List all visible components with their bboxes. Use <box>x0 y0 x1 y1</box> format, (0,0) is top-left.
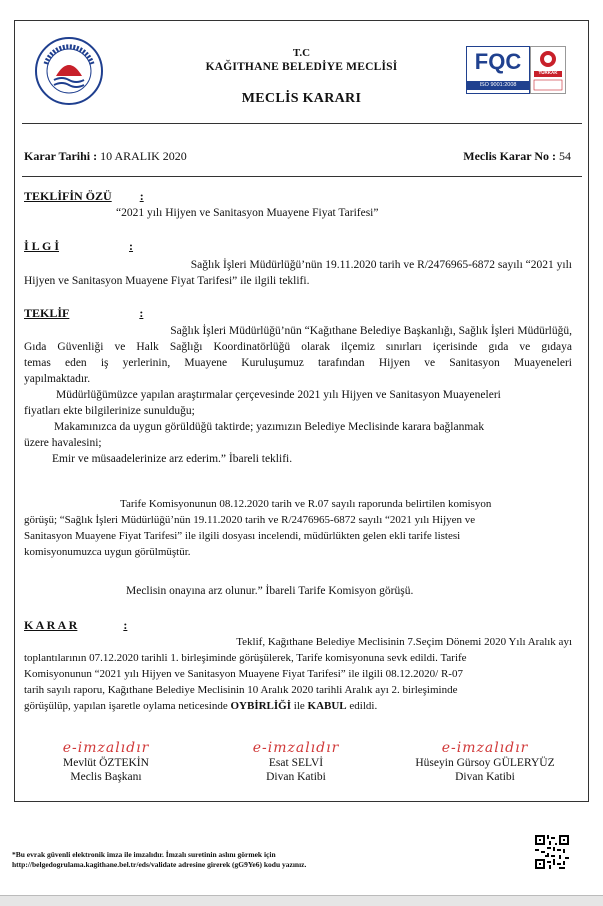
decision-number <box>463 149 571 164</box>
section-heading-ilgi <box>24 239 133 254</box>
heading-text: İ L G İ <box>24 239 60 253</box>
komisyon-closing: Meclisin onayına arz olunur.” İbareli Tarife Komisyon görüşü. <box>126 585 414 597</box>
section-heading-ozu <box>24 189 144 204</box>
e-signature-stamp: e-imzalıdır <box>252 740 340 756</box>
signatory-role: Divan Katibi <box>455 771 515 783</box>
signatory-name: Mevlüt ÖZTEKİN <box>63 757 149 769</box>
ilgi-line: Hijyen ve Sanitasyon Muayene Fiyat Tarifesi” ile ilgili teklifi. <box>24 275 310 287</box>
karar-line: tarih sayılı raporu, Kağıthane Belediye Meclisinin 10 Aralık 2020 tarihli Aralık ayı 2. birleşiminde <box>24 684 458 696</box>
turkak-logo <box>530 46 566 94</box>
teklif-line: üzere havalesini; <box>24 437 102 449</box>
karar-text: görüşülüp, yapılan işaretle oylama neticesinde <box>24 700 231 712</box>
section-heading-karar <box>24 618 127 633</box>
teklif-line: temas eden iş yerlerinin, Muayene Kuruluşumuz tarafından Hijyen ve Sanitasyon Muayeneleri <box>24 357 572 369</box>
date-label: Karar Tarihi : <box>24 149 98 163</box>
teklif-paragraph <box>24 323 572 467</box>
signatory-name: Hüseyin Gürsoy GÜLERYÜZ <box>415 757 555 769</box>
ilgi-paragraph <box>24 257 572 289</box>
signature-block-3 <box>400 740 570 784</box>
fqc-text: FQC <box>474 49 522 74</box>
ilgi-line: Sağlık İşleri Müdürlüğü’nün 19.11.2020 tarih ve R/2476965-6872 sayılı “2021 yılı <box>190 259 572 271</box>
kabul-text: KABUL <box>307 700 347 712</box>
signature-block-1 <box>46 740 166 784</box>
iso-text: ISO 9001:2008 <box>467 81 529 90</box>
section-heading-teklif <box>24 306 143 321</box>
header-divider <box>22 123 582 124</box>
date-value: 10 ARALIK 2020 <box>100 149 187 163</box>
teklif-line: Sağlık İşleri Müdürlüğü’nün “Kağıthane Belediye Başkanlığı, Sağlık İşleri Müdürlüğü, <box>170 325 572 337</box>
heading-colon: : <box>123 618 128 632</box>
karar-line <box>24 698 572 714</box>
e-signature-stamp: e-imzalıdır <box>441 740 529 756</box>
komisyon-line: komisyonumuzca uygun görülmüştür. <box>24 546 191 558</box>
signatory-role: Divan Katibi <box>266 771 326 783</box>
heading-text: K A R A R <box>24 618 78 632</box>
karar-line: Komisyonunun “2021 yılı Hijyen ve Sanitasyon Muayene Fiyat Tarifesi” ile ilgili 08.12.2020/ R-07 <box>24 668 463 680</box>
komisyon-line: görüşü; “Sağlık İşleri Müdürlüğü’nün 19.11.2020 tarih ve R/2476965-6872 sayılı “2021 yılı Hijyen ve <box>24 514 476 526</box>
fqc-logo <box>466 46 530 94</box>
karar-text: edildi. <box>346 700 378 712</box>
teklif-line: fiyatları ekte bilgilerinize sunulduğu; <box>24 405 195 417</box>
komisyon-line: Tarife Komisyonunun 08.12.2020 tarih ve R.07 sayılı raporunda belirtilen komisyon <box>120 498 492 510</box>
teklif-line: yapılmaktadır. <box>24 373 91 385</box>
komisyon-paragraph <box>24 496 572 560</box>
meta-divider <box>22 176 582 177</box>
heading-colon: : <box>139 189 144 203</box>
verification-footer <box>12 850 306 870</box>
qr-code-icon <box>535 835 569 869</box>
teklif-line: Müdürlüğümüzce yapılan araştırmalar çerçevesinde 2021 yılı Hijyen ve Sanitasyon Muayeneleri <box>56 389 501 401</box>
komisyon-line: Sanitasyon Muayene Fiyat Tarifesi” ile ilgili dosyası incelendi, müdürlükten gelen ekli tarife listesi <box>24 530 461 542</box>
header-tc: T.C <box>292 47 311 59</box>
karar-text: ile <box>291 700 308 712</box>
teklif-line: Makamınızca da uygun görüldüğü taktirde; yazımızın Belediye Meclisinde karara bağlanmak <box>54 421 485 433</box>
karar-paragraph <box>24 634 572 714</box>
e-signature-stamp: e-imzalıdır <box>62 740 150 756</box>
number-label: Meclis Karar No : <box>463 149 556 163</box>
signature-block-2 <box>236 740 356 784</box>
karar-line: toplantılarının 07.12.2020 tarihli 1. birleşiminde görüşülerek, Tarife komisyonuna sevk edildi. Tarife <box>24 652 467 664</box>
heading-colon: : <box>139 306 144 320</box>
number-value: 54 <box>559 149 571 163</box>
signatory-name: Esat SELVİ <box>268 757 324 769</box>
header-organization: KAĞITHANE BELEDİYE MECLİSİ <box>205 61 398 73</box>
teklif-line: Emir ve müsaadelerinize arz ederim.” İbareli teklifi. <box>52 453 293 465</box>
heading-text: TEKLİFİN ÖZÜ <box>24 189 112 203</box>
footer-line: http://belgedogrulama.kagithane.bel.tr/eds/validate adresine girerek (gG9Ye6) kodu yazınız. <box>12 860 307 869</box>
ozu-text: “2021 yılı Hijyen ve Sanitasyon Muayene Fiyat Tarifesi” <box>116 207 379 219</box>
document-title: MECLİS KARARI <box>241 91 362 106</box>
heading-colon: : <box>129 239 134 253</box>
karar-line: Teklif, Kağıthane Belediye Meclisinin 7.Seçim Dönemi 2020 Yılı Aralık ayı <box>236 636 572 648</box>
viewer-bottom-bar <box>0 895 603 906</box>
oybirligi-text: OYBİRLİĞİ <box>230 700 292 712</box>
decision-date <box>24 149 187 164</box>
footer-line: *Bu evrak güvenli elektronik imza ile imzalıdır. İmzalı suretinin aslını görmek için <box>12 850 276 859</box>
teklif-line: Gıda Güvenliği ve Halk Sağlığı Koordinatörlüğü olarak ilçemiz sınırları içerisinde gıda ve gıdaya <box>24 341 572 353</box>
signatory-role: Meclis Başkanı <box>70 771 142 783</box>
turkak-text: TÜRKAK <box>538 70 558 75</box>
heading-text: TEKLİF <box>24 306 70 320</box>
